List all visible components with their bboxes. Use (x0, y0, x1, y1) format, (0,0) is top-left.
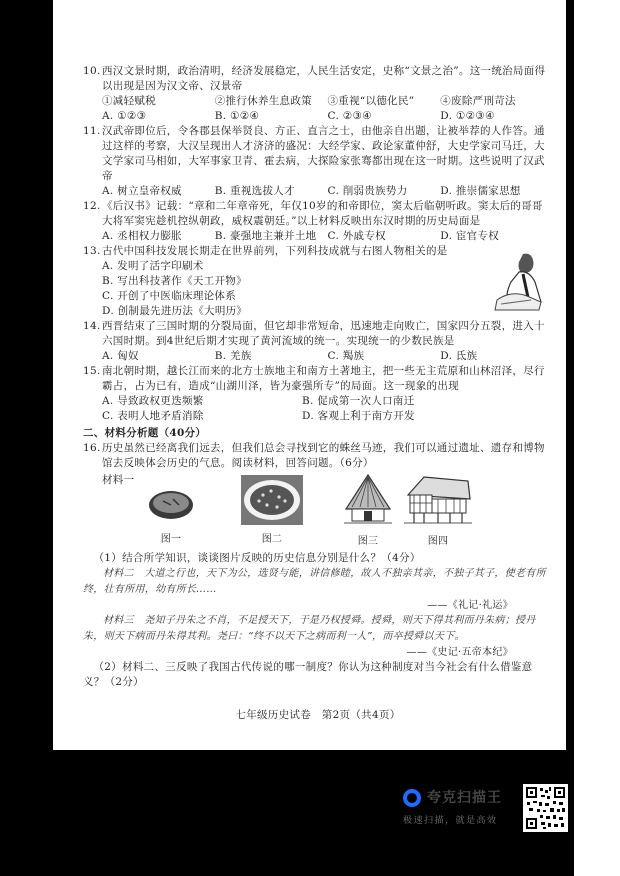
item: ③重视“以德化民” (327, 95, 415, 107)
page-footer: 七年级历史试卷 第2页（共4页） (235, 709, 401, 721)
qr-code-icon (523, 784, 568, 832)
item: ④废除严刑苛法 (440, 95, 516, 107)
watermark-subtitle: 极速扫描，就是高效 (403, 816, 498, 826)
question-stem: 汉武帝即位后，令各郡县保举贤良、方正、直言之士，由他亲自出题，让被举荐的人作答。通过这样的考察，大汉呈现出人才济济的盛况：大经学家、政论家董仲舒，大史学家司马迁，大文学家司马相如，大军事家卫青、霍去病，大探险家张骞都出现在这一时期。这些说明了汉武帝 (102, 125, 545, 182)
item: ①减轻赋税 (102, 95, 156, 107)
option-d: D. 创制最先进历法《大明历》 (102, 305, 248, 317)
material-label: 材料一 (102, 474, 135, 486)
figure-caption: 图一 (160, 534, 182, 545)
page-content (83, 64, 553, 723)
option-b: B. 重视选拔人才 (214, 185, 295, 197)
option-list (102, 394, 553, 409)
option-c: C. 表明人地矛盾消除 (102, 410, 204, 422)
option-b: B. 羌族 (214, 350, 252, 362)
option-d: D. 推崇儒家思想 (440, 185, 521, 197)
question-15 (83, 364, 553, 424)
option-b: B. ①②④ (214, 110, 260, 122)
question-13 (83, 244, 553, 319)
material-2: 材料二 大道之行也，天下为公，选贤与能，讲信修睦，故人不独亲其亲，不独子其子，使老有所终，壮有所用，幼有所长…… (83, 568, 546, 595)
option-d: D. 宦官专权 (440, 230, 500, 242)
question-stem: 西晋结束了三国时期的分裂局面，但它却非常短命，迅速地走向败亡，国家四分五裂，进入十六国时期。到4世纪后期才实现了黄河流域的统一。实现统一的少数民族是 (102, 320, 545, 347)
item: ②推行休养生息政策 (214, 95, 312, 107)
figure-2 (240, 475, 304, 547)
question-number: 13. (83, 245, 101, 257)
option-a: A. 匈奴 (102, 350, 139, 362)
option-c: C. ②③④ (327, 110, 372, 122)
figure-4 (403, 473, 473, 549)
watermark-title: 夸克扫描王 (427, 790, 502, 806)
material-3: 材料三 尧知子丹朱之不肖，不足授天下，于是乃权授舜。授舜，则天下得其利而丹朱病；授丹朱，则天下病而丹朱得其利。尧曰：“终不以天下之病而利一人”，而卒授舜以天下。 (83, 615, 536, 642)
subquestion-1: （1）结合所学知识，谈谈图片反映的历史信息分别是什么？（4分） (93, 552, 421, 564)
option-list (102, 349, 553, 364)
stilt-house-icon (404, 473, 472, 527)
option-list (102, 229, 553, 244)
thatched-hut-icon (342, 473, 394, 527)
option-b: B. 豪强地主兼并土地 (214, 230, 317, 242)
item-list (102, 94, 553, 109)
question-number: 14. (83, 320, 101, 332)
question-stem: 古代中国科技发展长期走在世界前列，下列科技成就与右图人物相关的是 (102, 245, 448, 257)
figure-caption: 图三 (357, 536, 379, 547)
option-c: C. 削弱贵族势力 (327, 185, 408, 197)
option-c: C. 开创了中医临床理论体系 (102, 290, 237, 302)
figure-caption: 图四 (427, 536, 449, 547)
option-list (102, 259, 553, 319)
figure-caption: 图二 (261, 534, 283, 545)
option-list (102, 184, 553, 199)
question-number: 12. (83, 200, 101, 212)
option-c: C. 羯族 (327, 350, 365, 362)
figure-3 (341, 473, 395, 549)
question-stem: 《后汉书》记载：“章和二年章帝死，年仅10岁的和帝即位，窦太后临朝听政。窦太后的哥哥大将军窦宪趁机控纵朝政，威权震朝廷。”以上材料反映出东汉时期的历史局面是 (102, 200, 543, 227)
material-1-figures (83, 473, 553, 545)
scanner-logo-icon (403, 789, 421, 807)
scholar-portrait-icon (493, 248, 545, 312)
option-d: D. 客观上利于南方开发 (302, 410, 415, 422)
right-margin-background (574, 0, 620, 876)
question-number: 15. (83, 365, 101, 377)
question-number: 16. (83, 442, 101, 454)
question-number: 10. (83, 65, 101, 77)
option-list (102, 409, 553, 424)
question-11 (83, 124, 553, 199)
option-b: B. 促成第一次人口南迁 (302, 395, 415, 407)
question-16 (83, 441, 553, 566)
option-a: A. 导致政权更迭频繁 (102, 395, 204, 407)
option-list (102, 109, 553, 124)
material-3-source: ——《史记·五帝本纪》 (406, 647, 513, 658)
question-12 (83, 199, 553, 244)
option-c: C. 外戚专权 (327, 230, 386, 242)
pottery-bowl-icon (147, 489, 195, 525)
option-a: A. ①②③ (102, 110, 147, 122)
question-stem: 西汉文景时期，政治清明，经济发展稳定，人民生活安定，史称“文景之治”。这一统治局面得以出现是因为汉文帝、汉景帝 (102, 65, 546, 92)
section-title: 二、材料分析题（40分） (83, 427, 207, 439)
exam-page (53, 0, 566, 750)
question-stem: 历史虽然已经离我们远去，但我们总会寻找到它的蛛丝马迹，我们可以通过遗址、遗存和博物馆去反映体会历史的气息。阅读材料，回答问题。（6分） (102, 442, 545, 469)
scanner-watermark (403, 785, 513, 825)
option-d: D. ①②③④ (440, 110, 495, 122)
question-14 (83, 319, 553, 364)
option-a: A. 丞相权力膨胀 (102, 230, 182, 242)
option-d: D. 氐族 (440, 350, 478, 362)
option-a: A. 发明了活字印刷术 (102, 260, 204, 272)
subquestion-2: （2）材料二、三反映了我国古代传说的哪一制度？你认为这种制度对当今社会有什么借鉴意义？（2分） (83, 661, 533, 688)
question-number: 11. (83, 125, 101, 137)
rice-grains-icon (241, 475, 303, 525)
option-a: A. 树立皇帝权威 (102, 185, 182, 197)
figure-1 (141, 489, 201, 547)
material-2-source: ——《礼记·礼运》 (427, 600, 513, 611)
question-10 (83, 64, 553, 124)
question-stem: 南北朝时期，越长江而来的北方士族地主和南方土著地主，把一些无主荒原和山林沼泽，尽行霸占，占为已有，造成“山湖川泽，皆为豪强所专”的局面。这一现象的出现 (102, 365, 545, 392)
option-b: B. 写出科技著作《天工开物》 (102, 275, 247, 287)
